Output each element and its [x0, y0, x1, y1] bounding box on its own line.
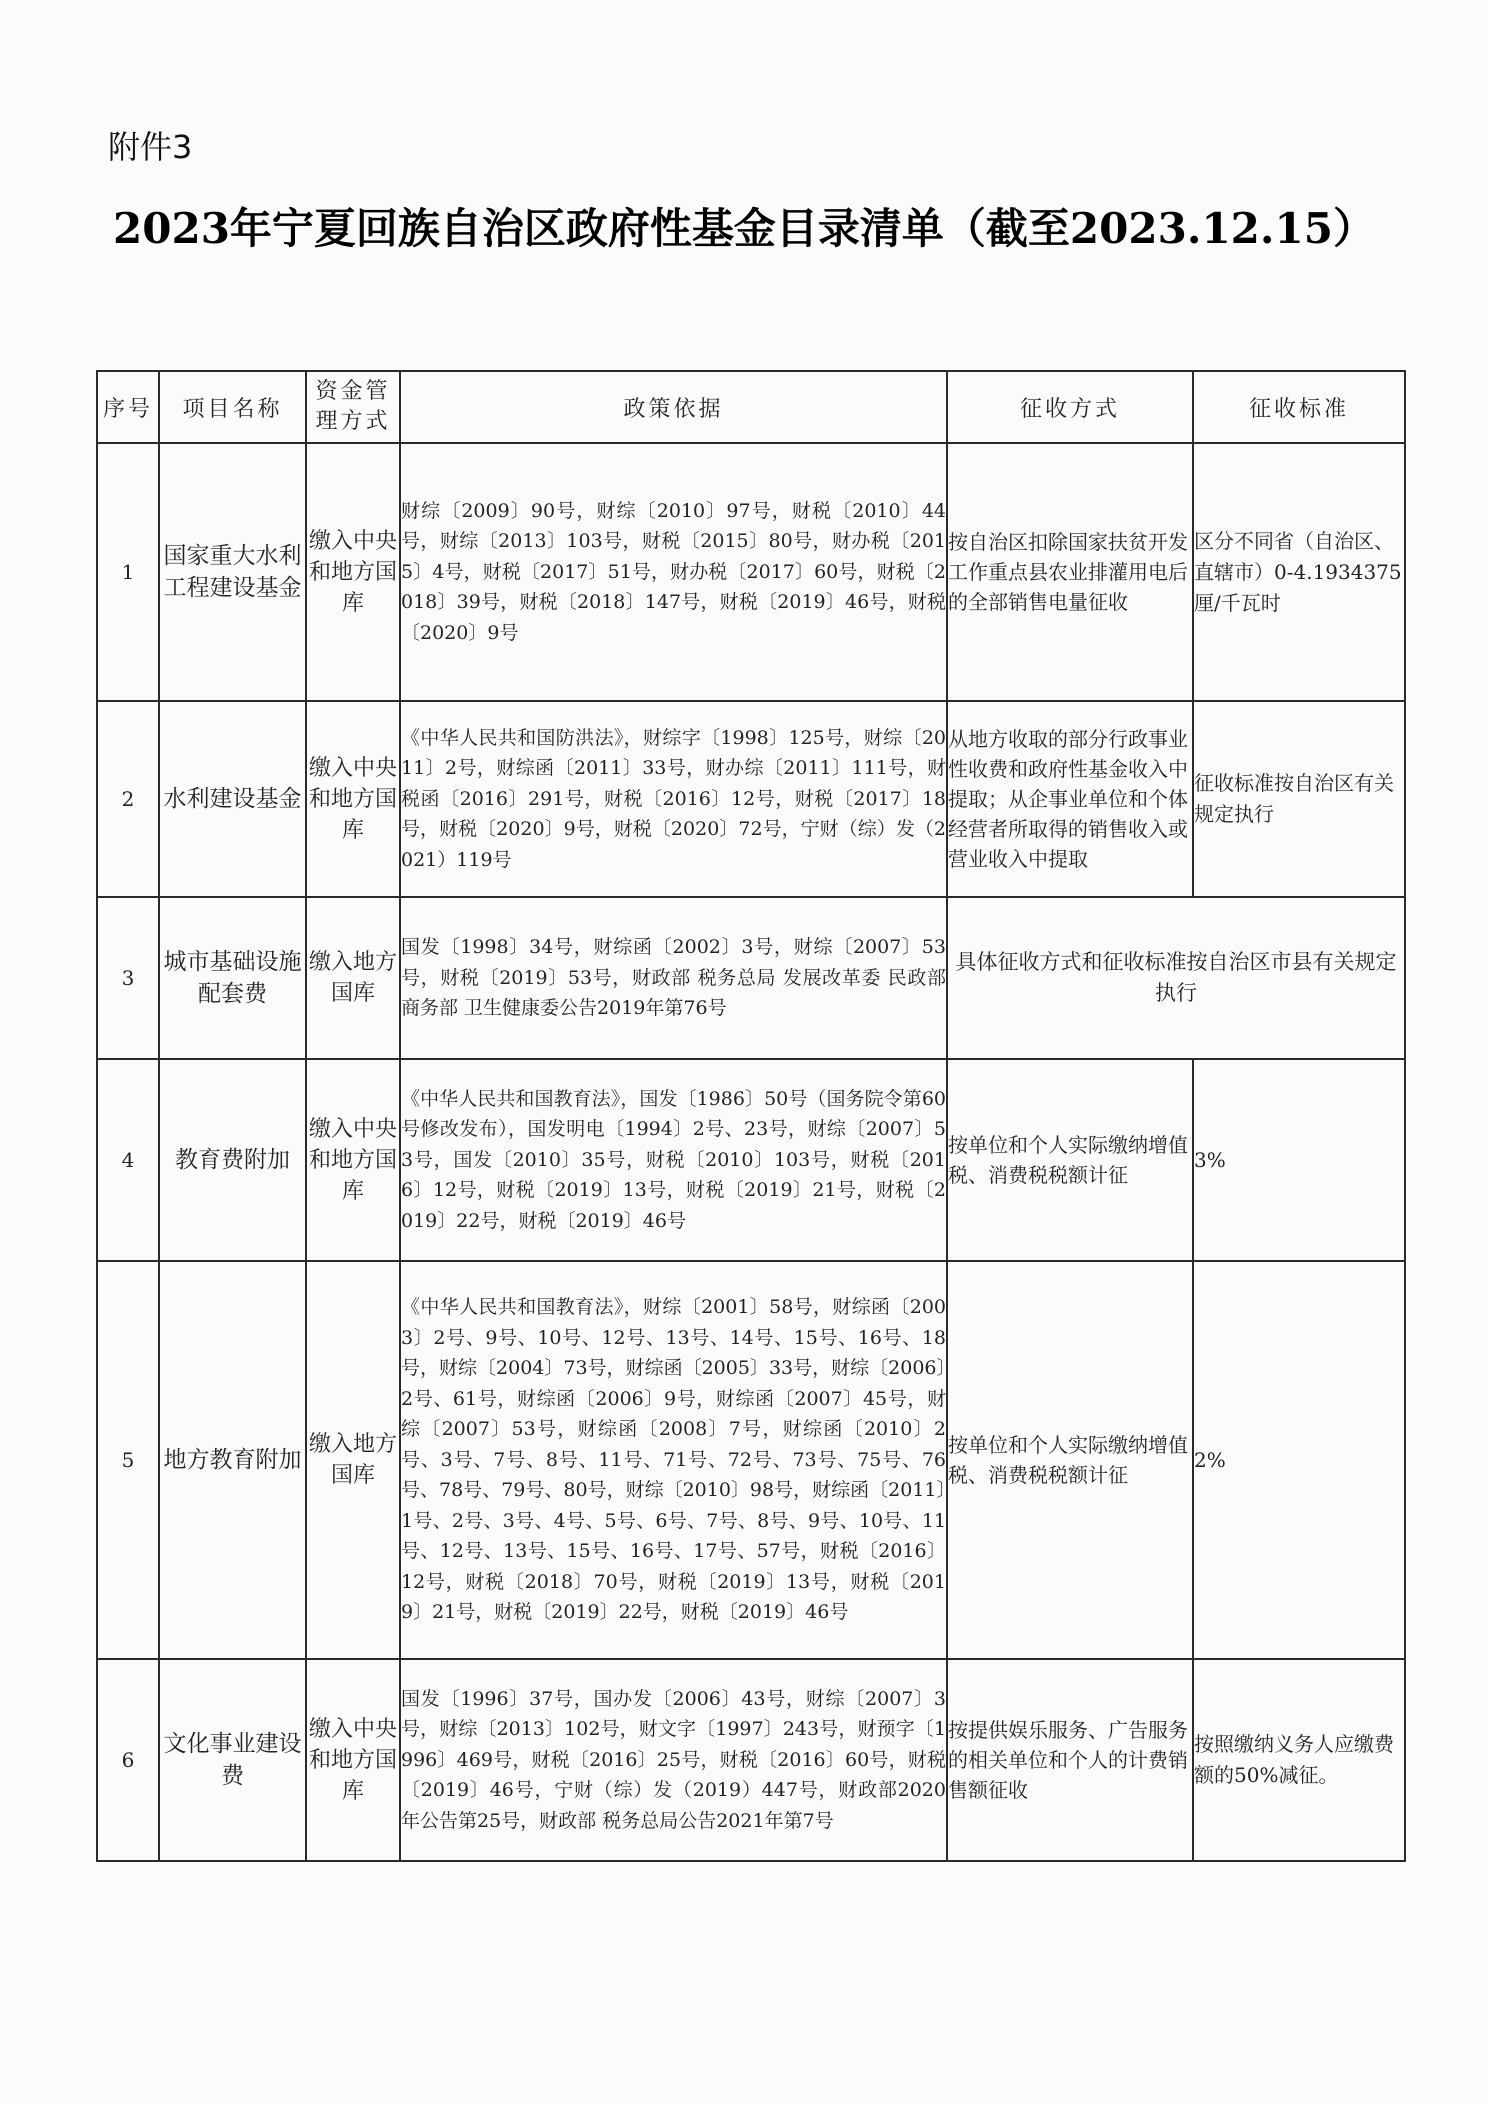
- table-row: [97, 701, 1405, 897]
- policy-basis: 《中华人民共和国教育法》，国发〔1986〕50号（国务院令第60号修改发布），国发明电〔1994〕2号、23号，财综〔2007〕53号，国发〔2010〕35号，财税〔2010〕103号，财税〔2016〕12号，财税〔2019〕13号，财税〔2019〕21号，财税〔2019〕22号，财税〔2019〕46号: [400, 1059, 947, 1261]
- header-mgmt: 资金管理方式: [306, 371, 400, 443]
- collection-method: 按单位和个人实际缴纳增值税、消费税税额计征: [947, 1261, 1193, 1659]
- fund-management: 缴入中央和地方国库: [306, 701, 400, 897]
- fund-name: 国家重大水利工程建设基金: [159, 443, 306, 701]
- header-standard: 征收标准: [1193, 371, 1405, 443]
- fund-name: 教育费附加: [159, 1059, 306, 1261]
- fund-name: 水利建设基金: [159, 701, 306, 897]
- collection-method: 按提供娱乐服务、广告服务的相关单位和个人的计费销售额征收: [947, 1659, 1193, 1861]
- policy-basis: 《中华人民共和国防洪法》，财综字〔1998〕125号，财综〔2011〕2号，财综函〔2011〕33号，财办综〔2011〕111号，财税函〔2016〕291号，财税〔2016〕12号，财税〔2017〕18号，财税〔2020〕9号，财税〔2020〕72号，宁财（综）发（2021）119号: [400, 701, 947, 897]
- fund-name: 地方教育附加: [159, 1261, 306, 1659]
- row-number: 6: [97, 1659, 159, 1861]
- table-header-row: [97, 371, 1405, 443]
- fund-management: 缴入中央和地方国库: [306, 1659, 400, 1861]
- collection-method: 按单位和个人实际缴纳增值税、消费税税额计征: [947, 1059, 1193, 1261]
- header-method: 征收方式: [947, 371, 1193, 443]
- collection-standard: 区分不同省（自治区、直辖市）0-4.1934375厘/千瓦时: [1193, 443, 1405, 701]
- row-number: 5: [97, 1261, 159, 1659]
- collection-method: 从地方收取的部分行政事业性收费和政府性基金收入中提取；从企事业单位和个体经营者所取得的销售收入或营业收入中提取: [947, 701, 1193, 897]
- header-name: 项目名称: [159, 371, 306, 443]
- fund-management: 缴入地方国库: [306, 897, 400, 1059]
- policy-basis: 《中华人民共和国教育法》，财综〔2001〕58号，财综函〔2003〕2号、9号、10号、12号、13号、14号、15号、16号、18号，财综〔2004〕73号，财综函〔2005〕33号，财综〔2006〕2号、61号，财综函〔2006〕9号，财综函〔2007〕45号，财综〔2007〕53号，财综函〔2008〕7号，财综函〔2010〕2号、3号、7号、8号、11号、71号、72号、73号、75号、76号、78号、79号、80号，财综〔2010〕98号，财综函〔2011〕1号、2号、3号、4号、5号、6号、7号、8号、9号、10号、11号、12号、13号、15号、16号、17号、57号，财税〔2016〕12号，财税〔2018〕70号，财税〔2019〕13号，财税〔2019〕21号，财税〔2019〕22号，财税〔2019〕46号: [400, 1261, 947, 1659]
- collection-standard: 按照缴纳义务人应缴费额的50%减征。: [1193, 1659, 1405, 1861]
- policy-basis: 国发〔1996〕37号，国办发〔2006〕43号，财综〔2007〕3号，财综〔2013〕102号，财文字〔1997〕243号，财预字〔1996〕469号，财税〔2016〕25号，财税〔2016〕60号，财税〔2019〕46号，宁财（综）发（2019）447号，财政部2020年公告第25号，财政部 税务总局公告2021年第7号: [400, 1659, 947, 1861]
- collection-standard: 征收标准按自治区有关规定执行: [1193, 701, 1405, 897]
- fund-name: 城市基础设施配套费: [159, 897, 306, 1059]
- row-number: 1: [97, 443, 159, 701]
- header-basis: 政策依据: [400, 371, 947, 443]
- fund-catalog-table: [96, 370, 1406, 1862]
- fund-name: 文化事业建设费: [159, 1659, 306, 1861]
- row-number: 3: [97, 897, 159, 1059]
- row-number: 2: [97, 701, 159, 897]
- collection-method: 按自治区扣除国家扶贫开发工作重点县农业排灌用电后的全部销售电量征收: [947, 443, 1193, 701]
- table-row: [97, 1261, 1405, 1659]
- combined-method-standard: 具体征收方式和征收标准按自治区市县有关规定执行: [947, 897, 1405, 1059]
- table-row: [97, 897, 1405, 1059]
- document-title: 2023年宁夏回族自治区政府性基金目录清单（截至2023.12.15）: [113, 204, 1375, 253]
- fund-management: 缴入中央和地方国库: [306, 443, 400, 701]
- attachment-label: 附件3: [108, 128, 193, 166]
- fund-management: 缴入地方国库: [306, 1261, 400, 1659]
- table-row: [97, 1059, 1405, 1261]
- fund-management: 缴入中央和地方国库: [306, 1059, 400, 1261]
- policy-basis: 国发〔1998〕34号，财综函〔2002〕3号，财综〔2007〕53号，财税〔2019〕53号，财政部 税务总局 发展改革委 民政部 商务部 卫生健康委公告2019年第76号: [400, 897, 947, 1059]
- collection-standard: 2%: [1193, 1261, 1405, 1659]
- table-row: [97, 1659, 1405, 1861]
- collection-standard: 3%: [1193, 1059, 1405, 1261]
- row-number: 4: [97, 1059, 159, 1261]
- header-no: 序号: [97, 371, 159, 443]
- table-row: [97, 443, 1405, 701]
- policy-basis: 财综〔2009〕90号，财综〔2010〕97号，财税〔2010〕44号，财综〔2013〕103号，财税〔2015〕80号，财办税〔2015〕4号，财税〔2017〕51号，财办税〔2017〕60号，财税〔2018〕39号，财税〔2018〕147号，财税〔2019〕46号，财税〔2020〕9号: [400, 443, 947, 701]
